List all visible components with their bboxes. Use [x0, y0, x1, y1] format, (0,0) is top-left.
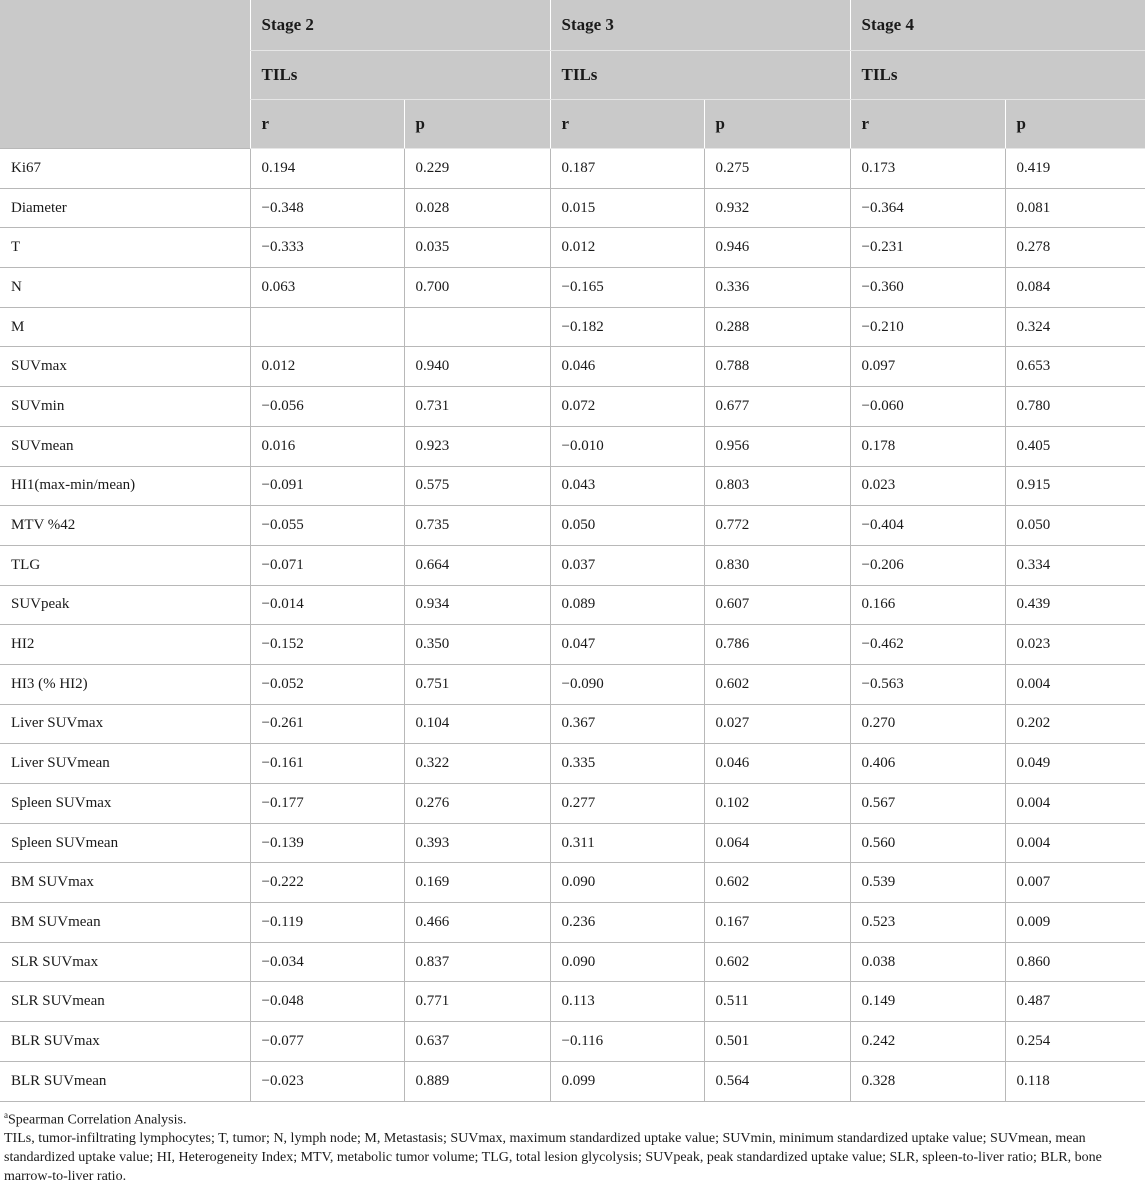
stage4-p-cell: 0.202	[1005, 704, 1145, 744]
stage4-r-cell: −0.360	[850, 268, 1005, 308]
stage2-p-cell: 0.934	[404, 585, 550, 625]
stage2-r-cell: −0.152	[250, 625, 404, 665]
stage4-p-cell: 0.004	[1005, 823, 1145, 863]
stage3-r-cell: 0.311	[550, 823, 704, 863]
stage4-p-cell: 0.334	[1005, 545, 1145, 585]
stage4-r-cell: 0.166	[850, 585, 1005, 625]
stage2-r-cell: 0.194	[250, 149, 404, 189]
table-row	[0, 942, 1145, 982]
stage4-p-cell: 0.023	[1005, 625, 1145, 665]
stage2-r-cell: −0.023	[250, 1061, 404, 1101]
stage2-p-cell: 0.735	[404, 506, 550, 546]
row-label-cell: N	[0, 268, 250, 308]
stage4-r-cell: 0.560	[850, 823, 1005, 863]
stage2-p-cell: 0.771	[404, 982, 550, 1022]
stage3-r-cell: 0.072	[550, 387, 704, 427]
stage4-p-cell: 0.004	[1005, 784, 1145, 824]
row-label-cell: TLG	[0, 545, 250, 585]
stage2-p-cell	[404, 307, 550, 347]
stage3-p-cell: 0.336	[704, 268, 850, 308]
header-r: r	[250, 100, 404, 149]
stage3-r-cell: 0.113	[550, 982, 704, 1022]
stage4-r-cell: 0.173	[850, 149, 1005, 189]
row-label-cell: Spleen SUVmax	[0, 784, 250, 824]
table-row	[0, 1022, 1145, 1062]
stage2-r-cell: −0.222	[250, 863, 404, 903]
stage3-p-cell: 0.564	[704, 1061, 850, 1101]
stage4-r-cell: 0.270	[850, 704, 1005, 744]
row-label-cell: SUVpeak	[0, 585, 250, 625]
stage2-r-cell: −0.014	[250, 585, 404, 625]
stage3-r-cell: −0.116	[550, 1022, 704, 1062]
stage2-p-cell: 0.837	[404, 942, 550, 982]
stage3-p-cell: 0.602	[704, 942, 850, 982]
stage3-r-cell: 0.015	[550, 188, 704, 228]
stage3-r-cell: −0.182	[550, 307, 704, 347]
table-row	[0, 188, 1145, 228]
stage2-r-cell: −0.261	[250, 704, 404, 744]
stage2-r-cell: −0.071	[250, 545, 404, 585]
stage4-p-cell: 0.118	[1005, 1061, 1145, 1101]
stage4-r-cell: −0.563	[850, 664, 1005, 704]
table-row	[0, 347, 1145, 387]
stage3-r-cell: 0.367	[550, 704, 704, 744]
row-label-cell: BLR SUVmean	[0, 1061, 250, 1101]
stage3-r-cell: 0.335	[550, 744, 704, 784]
stage2-r-cell: −0.052	[250, 664, 404, 704]
stage3-p-cell: 0.602	[704, 863, 850, 903]
row-label-cell: SUVmax	[0, 347, 250, 387]
stage4-p-cell: 0.324	[1005, 307, 1145, 347]
table-row	[0, 903, 1145, 943]
row-label-cell: Liver SUVmean	[0, 744, 250, 784]
header-corner	[0, 0, 250, 51]
stage2-r-cell: −0.177	[250, 784, 404, 824]
stage4-r-cell: 0.523	[850, 903, 1005, 943]
stage4-r-cell: −0.210	[850, 307, 1005, 347]
header-stage-4: Stage 4	[850, 0, 1145, 51]
table-row	[0, 307, 1145, 347]
stage3-p-cell: 0.275	[704, 149, 850, 189]
stage3-r-cell: −0.165	[550, 268, 704, 308]
row-label-cell: SUVmin	[0, 387, 250, 427]
stage3-p-cell: 0.167	[704, 903, 850, 943]
stage2-p-cell: 0.466	[404, 903, 550, 943]
stage2-p-cell: 0.731	[404, 387, 550, 427]
stage3-r-cell: 0.099	[550, 1061, 704, 1101]
stage4-p-cell: 0.487	[1005, 982, 1145, 1022]
stage2-p-cell: 0.169	[404, 863, 550, 903]
row-label-cell: M	[0, 307, 250, 347]
stage2-r-cell: −0.333	[250, 228, 404, 268]
stage2-p-cell: 0.028	[404, 188, 550, 228]
stage4-r-cell: 0.406	[850, 744, 1005, 784]
stage4-r-cell: −0.231	[850, 228, 1005, 268]
row-label-cell: BLR SUVmax	[0, 1022, 250, 1062]
stage2-p-cell: 0.889	[404, 1061, 550, 1101]
table-row	[0, 744, 1145, 784]
stage2-r-cell: −0.139	[250, 823, 404, 863]
stage2-p-cell: 0.276	[404, 784, 550, 824]
stage2-r-cell	[250, 307, 404, 347]
row-label-cell: SUVmean	[0, 426, 250, 466]
header-p: p	[704, 100, 850, 149]
row-label-cell: Diameter	[0, 188, 250, 228]
table-row	[0, 149, 1145, 189]
stage2-p-cell: 0.923	[404, 426, 550, 466]
header-r: r	[850, 100, 1005, 149]
table-row	[0, 506, 1145, 546]
header-stage-3: Stage 3	[550, 0, 850, 51]
stage4-p-cell: 0.049	[1005, 744, 1145, 784]
stage2-p-cell: 0.350	[404, 625, 550, 665]
stage4-p-cell: 0.009	[1005, 903, 1145, 943]
stage4-p-cell: 0.860	[1005, 942, 1145, 982]
stage2-r-cell: 0.016	[250, 426, 404, 466]
stage3-p-cell: 0.102	[704, 784, 850, 824]
stage4-r-cell: −0.364	[850, 188, 1005, 228]
stage4-p-cell: 0.081	[1005, 188, 1145, 228]
stage2-p-cell: 0.229	[404, 149, 550, 189]
stage3-r-cell: −0.090	[550, 664, 704, 704]
stage4-p-cell: 0.439	[1005, 585, 1145, 625]
stage4-r-cell: 0.328	[850, 1061, 1005, 1101]
row-label-cell: SLR SUVmax	[0, 942, 250, 982]
stage2-r-cell: −0.091	[250, 466, 404, 506]
header-row-tils	[0, 51, 1145, 100]
stage3-r-cell: 0.089	[550, 585, 704, 625]
stage2-r-cell: −0.348	[250, 188, 404, 228]
stage2-p-cell: 0.104	[404, 704, 550, 744]
stage4-r-cell: 0.178	[850, 426, 1005, 466]
stage4-r-cell: −0.206	[850, 545, 1005, 585]
stage4-r-cell: −0.060	[850, 387, 1005, 427]
stage3-r-cell: 0.037	[550, 545, 704, 585]
header-tils: TILs	[850, 51, 1145, 100]
table-row	[0, 664, 1145, 704]
stage4-r-cell: 0.149	[850, 982, 1005, 1022]
table-row	[0, 784, 1145, 824]
stage4-r-cell: 0.097	[850, 347, 1005, 387]
stage3-p-cell: 0.511	[704, 982, 850, 1022]
stage4-r-cell: 0.567	[850, 784, 1005, 824]
stage3-r-cell: 0.047	[550, 625, 704, 665]
stage3-p-cell: 0.501	[704, 1022, 850, 1062]
table-row	[0, 823, 1145, 863]
stage3-r-cell: 0.043	[550, 466, 704, 506]
stage2-p-cell: 0.664	[404, 545, 550, 585]
header-tils: TILs	[550, 51, 850, 100]
stage2-r-cell: −0.161	[250, 744, 404, 784]
stage2-p-cell: 0.637	[404, 1022, 550, 1062]
row-label-cell: HI1(max-min/mean)	[0, 466, 250, 506]
header-stage-2: Stage 2	[250, 0, 550, 51]
header-r: r	[550, 100, 704, 149]
header-row-rp	[0, 100, 1145, 149]
stage3-r-cell: 0.090	[550, 942, 704, 982]
stage3-p-cell: 0.803	[704, 466, 850, 506]
row-label-cell: BM SUVmean	[0, 903, 250, 943]
stage3-r-cell: 0.277	[550, 784, 704, 824]
header-row-stages	[0, 0, 1145, 51]
stage3-r-cell: −0.010	[550, 426, 704, 466]
stage2-p-cell: 0.393	[404, 823, 550, 863]
stage2-r-cell: −0.055	[250, 506, 404, 546]
stage2-r-cell: 0.012	[250, 347, 404, 387]
table-row	[0, 228, 1145, 268]
stage4-r-cell: 0.242	[850, 1022, 1005, 1062]
table-row	[0, 268, 1145, 308]
stage2-r-cell: −0.034	[250, 942, 404, 982]
stage3-p-cell: 0.786	[704, 625, 850, 665]
table-row	[0, 1061, 1145, 1101]
stage3-p-cell: 0.602	[704, 664, 850, 704]
stage4-p-cell: 0.653	[1005, 347, 1145, 387]
stage2-p-cell: 0.322	[404, 744, 550, 784]
stage4-p-cell: 0.780	[1005, 387, 1145, 427]
stage2-p-cell: 0.700	[404, 268, 550, 308]
header-tils: TILs	[250, 51, 550, 100]
stage3-r-cell: 0.012	[550, 228, 704, 268]
table-row	[0, 545, 1145, 585]
stage3-p-cell: 0.788	[704, 347, 850, 387]
table-row	[0, 466, 1145, 506]
table-row	[0, 426, 1145, 466]
stage3-p-cell: 0.027	[704, 704, 850, 744]
stage2-p-cell: 0.575	[404, 466, 550, 506]
table-row	[0, 863, 1145, 903]
stage4-p-cell: 0.007	[1005, 863, 1145, 903]
stage4-p-cell: 0.004	[1005, 664, 1145, 704]
stage4-p-cell: 0.254	[1005, 1022, 1145, 1062]
stage4-p-cell: 0.084	[1005, 268, 1145, 308]
stage4-r-cell: −0.462	[850, 625, 1005, 665]
stage4-r-cell: 0.023	[850, 466, 1005, 506]
stage4-r-cell: −0.404	[850, 506, 1005, 546]
table-header	[0, 0, 1145, 149]
row-label-cell: MTV %42	[0, 506, 250, 546]
stage2-p-cell: 0.035	[404, 228, 550, 268]
stage2-r-cell: −0.077	[250, 1022, 404, 1062]
row-label-cell: Liver SUVmax	[0, 704, 250, 744]
stage3-p-cell: 0.064	[704, 823, 850, 863]
row-label-cell: SLR SUVmean	[0, 982, 250, 1022]
stage4-p-cell: 0.419	[1005, 149, 1145, 189]
stage3-p-cell: 0.288	[704, 307, 850, 347]
stage2-p-cell: 0.751	[404, 664, 550, 704]
footnote-marker: a	[4, 1110, 8, 1120]
stage4-p-cell: 0.915	[1005, 466, 1145, 506]
footnotes	[0, 1102, 1145, 1186]
stage3-p-cell: 0.830	[704, 545, 850, 585]
header-p: p	[1005, 100, 1145, 149]
stage3-r-cell: 0.187	[550, 149, 704, 189]
row-label-cell: HI3 (% HI2)	[0, 664, 250, 704]
stage3-p-cell: 0.046	[704, 744, 850, 784]
stage3-p-cell: 0.956	[704, 426, 850, 466]
header-p: p	[404, 100, 550, 149]
row-label-cell: Spleen SUVmean	[0, 823, 250, 863]
stage4-r-cell: 0.539	[850, 863, 1005, 903]
table-row	[0, 704, 1145, 744]
stage2-r-cell: −0.056	[250, 387, 404, 427]
stage3-r-cell: 0.050	[550, 506, 704, 546]
row-label-cell: BM SUVmax	[0, 863, 250, 903]
stage4-r-cell: 0.038	[850, 942, 1005, 982]
table-body	[0, 149, 1145, 1102]
stage3-r-cell: 0.236	[550, 903, 704, 943]
stage2-p-cell: 0.940	[404, 347, 550, 387]
stage2-r-cell: −0.048	[250, 982, 404, 1022]
table-row	[0, 585, 1145, 625]
stage3-p-cell: 0.932	[704, 188, 850, 228]
table-row	[0, 625, 1145, 665]
stage4-p-cell: 0.405	[1005, 426, 1145, 466]
stage3-p-cell: 0.607	[704, 585, 850, 625]
stage2-r-cell: −0.119	[250, 903, 404, 943]
stage3-p-cell: 0.946	[704, 228, 850, 268]
footnote-abbreviations: TILs, tumor-infiltrating lymphocytes; T, tumor; N, lymph node; M, Metastasis; SUVmax, maximum standardized uptake value; SUVmin, minimum standardized uptake value; SUVmean, mean standardized uptake value; HI, Heterogeneity Index; MTV, metabolic tumor volume; TLG, total lesion glycolysis; SUVpeak, peak standardized uptake value; SLR, spleen-to-liver ratio; BLR, bone marrow-to-liver ratio.	[4, 1129, 1139, 1186]
table-row	[0, 982, 1145, 1022]
table-row	[0, 387, 1145, 427]
stage4-p-cell: 0.050	[1005, 506, 1145, 546]
row-label-cell: Ki67	[0, 149, 250, 189]
row-label-cell: T	[0, 228, 250, 268]
row-label-cell: HI2	[0, 625, 250, 665]
footnote-spearman: $^a$Spearman Correlation Analysis.	[4, 1106, 1139, 1130]
stage4-p-cell: 0.278	[1005, 228, 1145, 268]
stage3-r-cell: 0.090	[550, 863, 704, 903]
stage3-r-cell: 0.046	[550, 347, 704, 387]
stage3-p-cell: 0.677	[704, 387, 850, 427]
stage3-p-cell: 0.772	[704, 506, 850, 546]
stage2-r-cell: 0.063	[250, 268, 404, 308]
